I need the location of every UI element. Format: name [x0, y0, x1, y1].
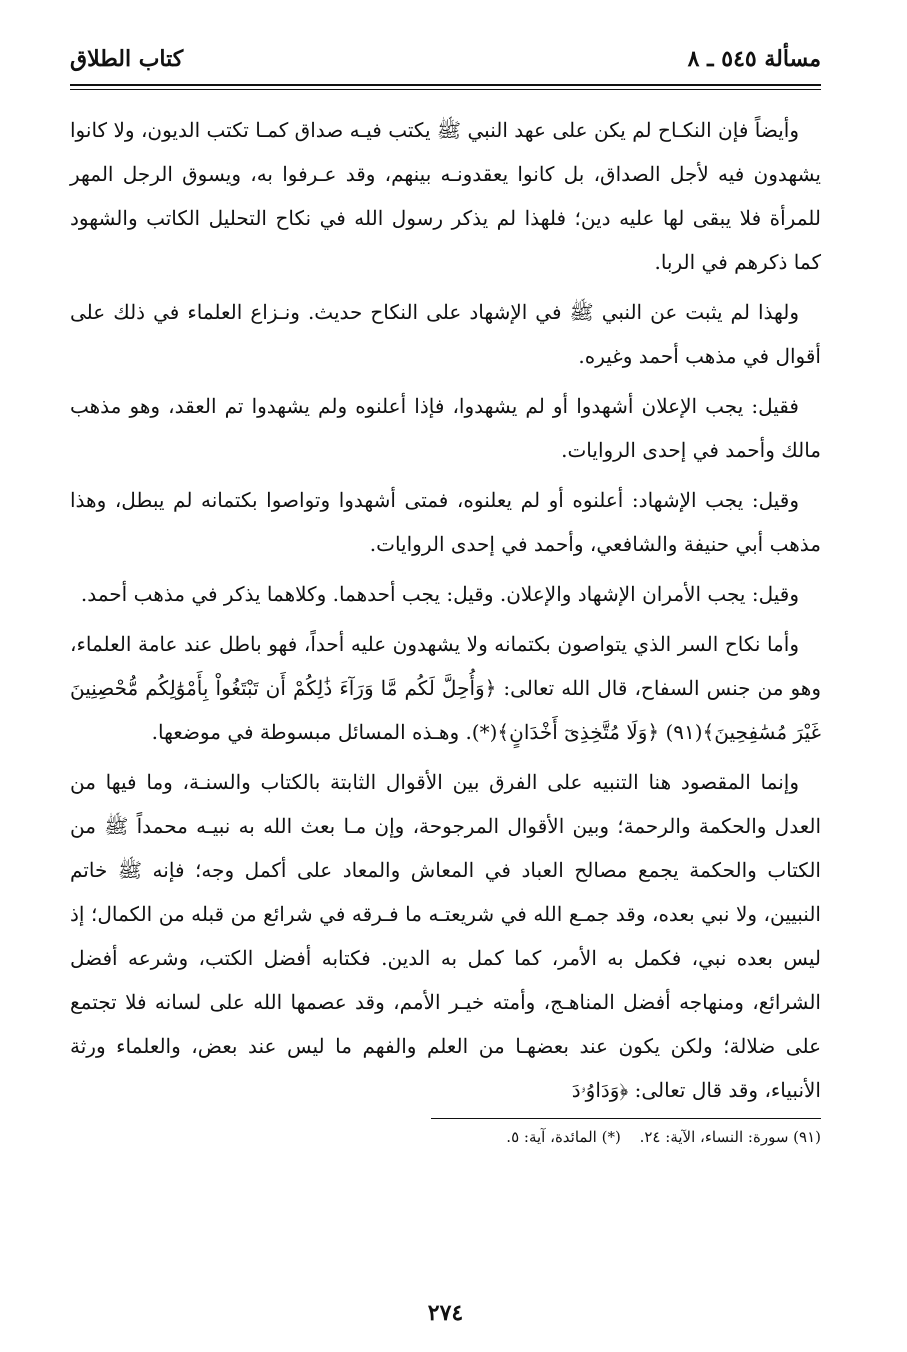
- running-header: [70, 44, 821, 74]
- header-section-title: مسألة ٥٤٥ ـ ٨: [687, 46, 821, 72]
- footnote-91: (٩١) سورة: النساء، الآية: ٢٤.: [639, 1128, 821, 1146]
- paragraph: وقيل: يجب الأمران الإشهاد والإعلان. وقيل: يجب أحدهما. وكلاهما يذكر في مذهب أحمد.: [80, 582, 799, 606]
- paragraph: فقيل: يجب الإعلان أشهدوا أو لم يشهدوا، فإذا أعلنوه ولم يشهدوا تم العقد، وهو مذهب مالك وأحمد في إحدى الروايات.: [70, 394, 821, 462]
- footnote-star: (*) المائدة، آية: ٥.: [506, 1128, 621, 1146]
- footnotes: [70, 1125, 821, 1149]
- paragraph: ولهذا لم يثبت عن النبي ﷺ في الإشهاد على النكاح حديث. ونـزاع العلماء في ذلك على أقوال في مذهب أحمد وغيره.: [70, 300, 821, 368]
- header-rule: [70, 84, 821, 90]
- page-number: ٢٧٤: [427, 1300, 464, 1326]
- main-text: [70, 108, 821, 1112]
- header-book-title: كتاب الطلاق: [70, 46, 184, 72]
- paragraph: وإنما المقصود هنا التنبيه على الفرق بين الأقوال الثابتة بالكتاب والسنـة، وما فيها من العدل والحكمة والرحمة؛ وبين الأقوال المرجوحة، وإن مـا بعث الله به نبيـه محمداً ﷺ من الكتاب والحكمة يجمع مصالح العباد في المعاش والمعاد على أكمل وجه؛ فإنه ﷺ خاتم النبيين، ولا نبي بعده، وقد جمـع الله في شريعتـه ما فـرقه في شرائع من قبله من الكمال؛ إذ ليس بعده نبي، فكمل به الأمر، كما كمل به الدين. فكتابه أفضل الكتب، وشرعه أفضل الشرائع، ومنهاجه أفضل المناهـج، وأمته خيـر الأمم، وقد عصمها الله على لسانه فلا تجتمع على ضلالة؛ ولكن يكون عند بعضهـا من العلم والفهم ما ليس عند بعض، والعلماء ورثة الأنبياء، وقد قال تعالى: ﴿وَدَاوُۥدَ: [70, 770, 821, 1102]
- paragraph: وقيل: يجب الإشهاد: أعلنوه أو لم يعلنوه، فمتى أشهدوا وتواصوا بكتمانه لم يبطل، وهذا مذهب أبي حنيفة والشافعي، وأحمد في إحدى الروايات.: [70, 488, 821, 556]
- book-page: [70, 44, 821, 1352]
- footnote-rule: [431, 1118, 821, 1119]
- paragraph: وأيضاً فإن النكـاح لم يكن على عهد النبي ﷺ يكتب فيـه صداق كمـا تكتب الديون، ولا كانوا يشهدون فيه لأجل الصداق، بل كانوا يعقدونـه بينهم، وقد عـرفوا به، ويسوق الرجل المهر للمرأة فلا يبقى لها عليه دين؛ فلهذا لم يذكر رسول الله في نكاح التحليل الكاتب والشهود كما ذكرهم في الربا.: [70, 118, 821, 274]
- paragraph: وأما نكاح السر الذي يتواصون بكتمانه ولا يشهدون عليه أحداً، فهو باطل عند عامة العلماء، وهو من جنس السفاح، قال الله تعالى: ﴿وَأُحِلَّ لَكُم مَّا وَرَآءَ ذَٰلِكُمْ أَن تَبْتَغُواْ بِأَمْوَٰلِكُم مُّحْصِنِينَ غَيْرَ مُسَٰفِحِينَ﴾(٩١) ﴿وَلَا مُتَّخِذِىٓ أَخْدَانٍ﴾(*). وهـذه المسائل مبسوطة في موضعها.: [70, 632, 821, 744]
